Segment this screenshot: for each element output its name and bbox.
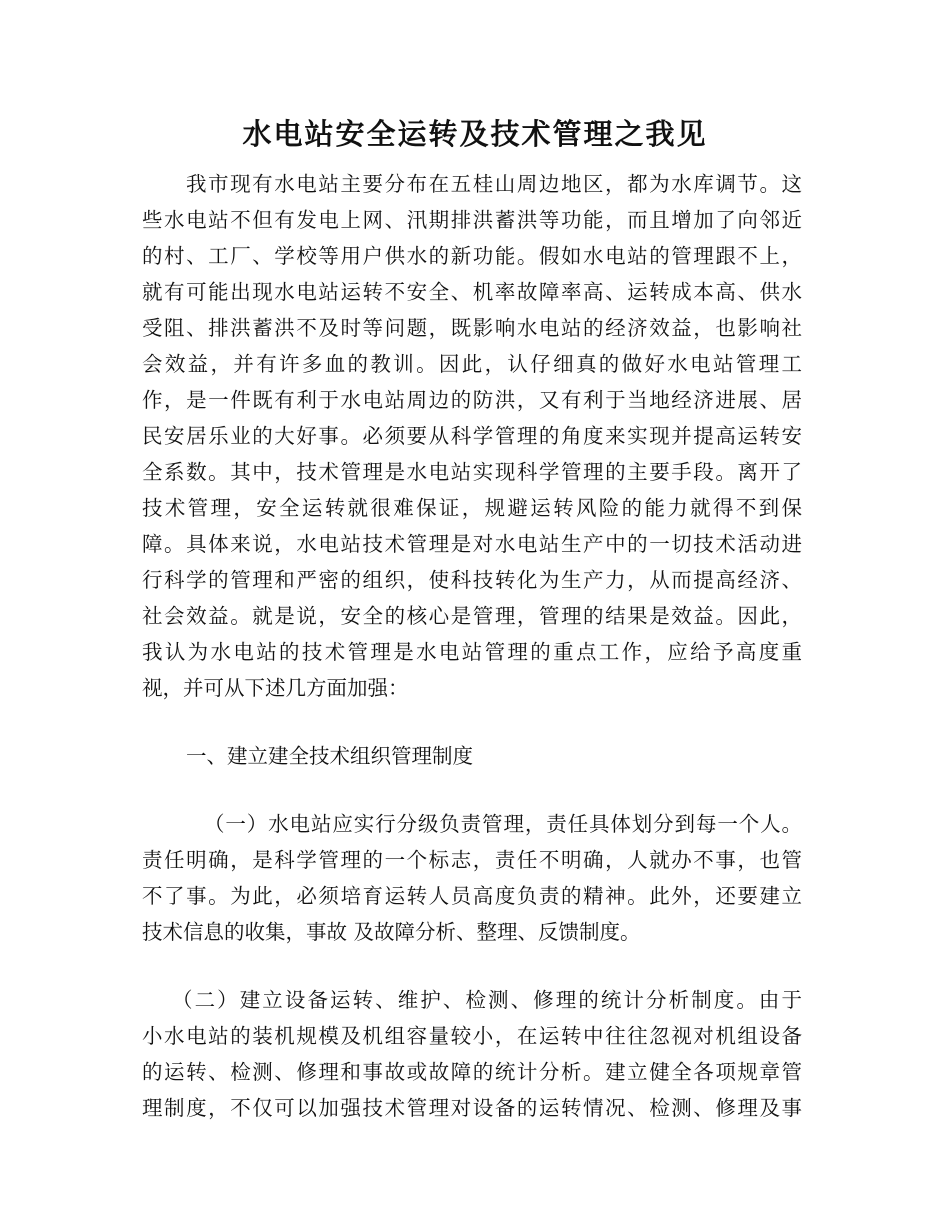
paragraph-line: 些水电站不但有发电上网、汛期排洪蓄洪等功能，而且增加了向邻近 (142, 208, 802, 232)
document-title: 水电站安全运转及技术管理之我见 (242, 117, 708, 151)
paragraph-line: （一）水电站应实行分级负责管理，责任具体划分到每一个人。 (204, 812, 802, 836)
paragraph-line: 民安居乐业的大好事。必须要从科学管理的角度来实现并提高运转安 (142, 424, 802, 448)
paragraph-line: 行科学的管理和严密的组织，使科技转化为生产力，从而提高经济、 (142, 568, 802, 592)
paragraph-line: 的运转、检测、修理和事故或故障的统计分析。建立健全各项规章管 (142, 1060, 802, 1084)
paragraph-line: 障。具体来说，水电站技术管理是对水电站生产中的一切技术活动进 (142, 532, 802, 556)
paragraph-line: 受阻、排洪蓄洪不及时等问题，既影响水电站的经济效益，也影响社 (142, 316, 802, 340)
paragraph-line: 技术信息的收集，事故 及故障分析、整理、反馈制度。 (142, 920, 641, 944)
section-heading: 一、建立建全技术组织管理制度 (186, 744, 473, 768)
paragraph-line: 会效益，并有许多血的教训。因此，认仔细真的做好水电站管理工 (142, 352, 802, 376)
paragraph-line: 我认为水电站的技术管理是水电站管理的重点工作，应给予高度重 (142, 640, 802, 664)
paragraph-line: 社会效益。就是说，安全的核心是管理，管理的结果是效益。因此， (142, 604, 802, 628)
paragraph-line: 就有可能出现水电站运转不安全、机率故障率高、运转成本高、供水 (142, 280, 802, 304)
paragraph-line: 的村、工厂、学校等用户供水的新功能。假如水电站的管理跟不上， (142, 244, 802, 268)
paragraph-line: 全系数。其中，技术管理是水电站实现科学管理的主要手段。离开了 (142, 460, 802, 484)
paragraph-line: 作，是一件既有利于水电站周边的防洪，又有利于当地经济进展、居 (142, 388, 802, 412)
paragraph-line: 理制度，不仅可以加强技术管理对设备的运转情况、检测、修理及事 (142, 1096, 802, 1120)
paragraph-line: （二）建立设备运转、维护、检测、修理的统计分析制度。由于 (172, 988, 802, 1012)
paragraph-line: 技术管理，安全运转就很难保证，规避运转风险的能力就得不到保 (142, 496, 802, 520)
paragraph-line: 我市现有水电站主要分布在五桂山周边地区，都为水库调节。这 (186, 172, 802, 196)
paragraph-line: 小水电站的装机规模及机组容量较小，在运转中往往忽视对机组设备 (142, 1024, 802, 1048)
paragraph-line: 视，并可从下述几方面加强： (142, 676, 409, 700)
paragraph-line: 不了事。为此，必须培育运转人员高度负责的精神。此外，还要建立 (142, 884, 802, 908)
paragraph-line: 责任明确，是科学管理的一个标志，责任不明确，人就办不事，也管 (142, 848, 802, 872)
